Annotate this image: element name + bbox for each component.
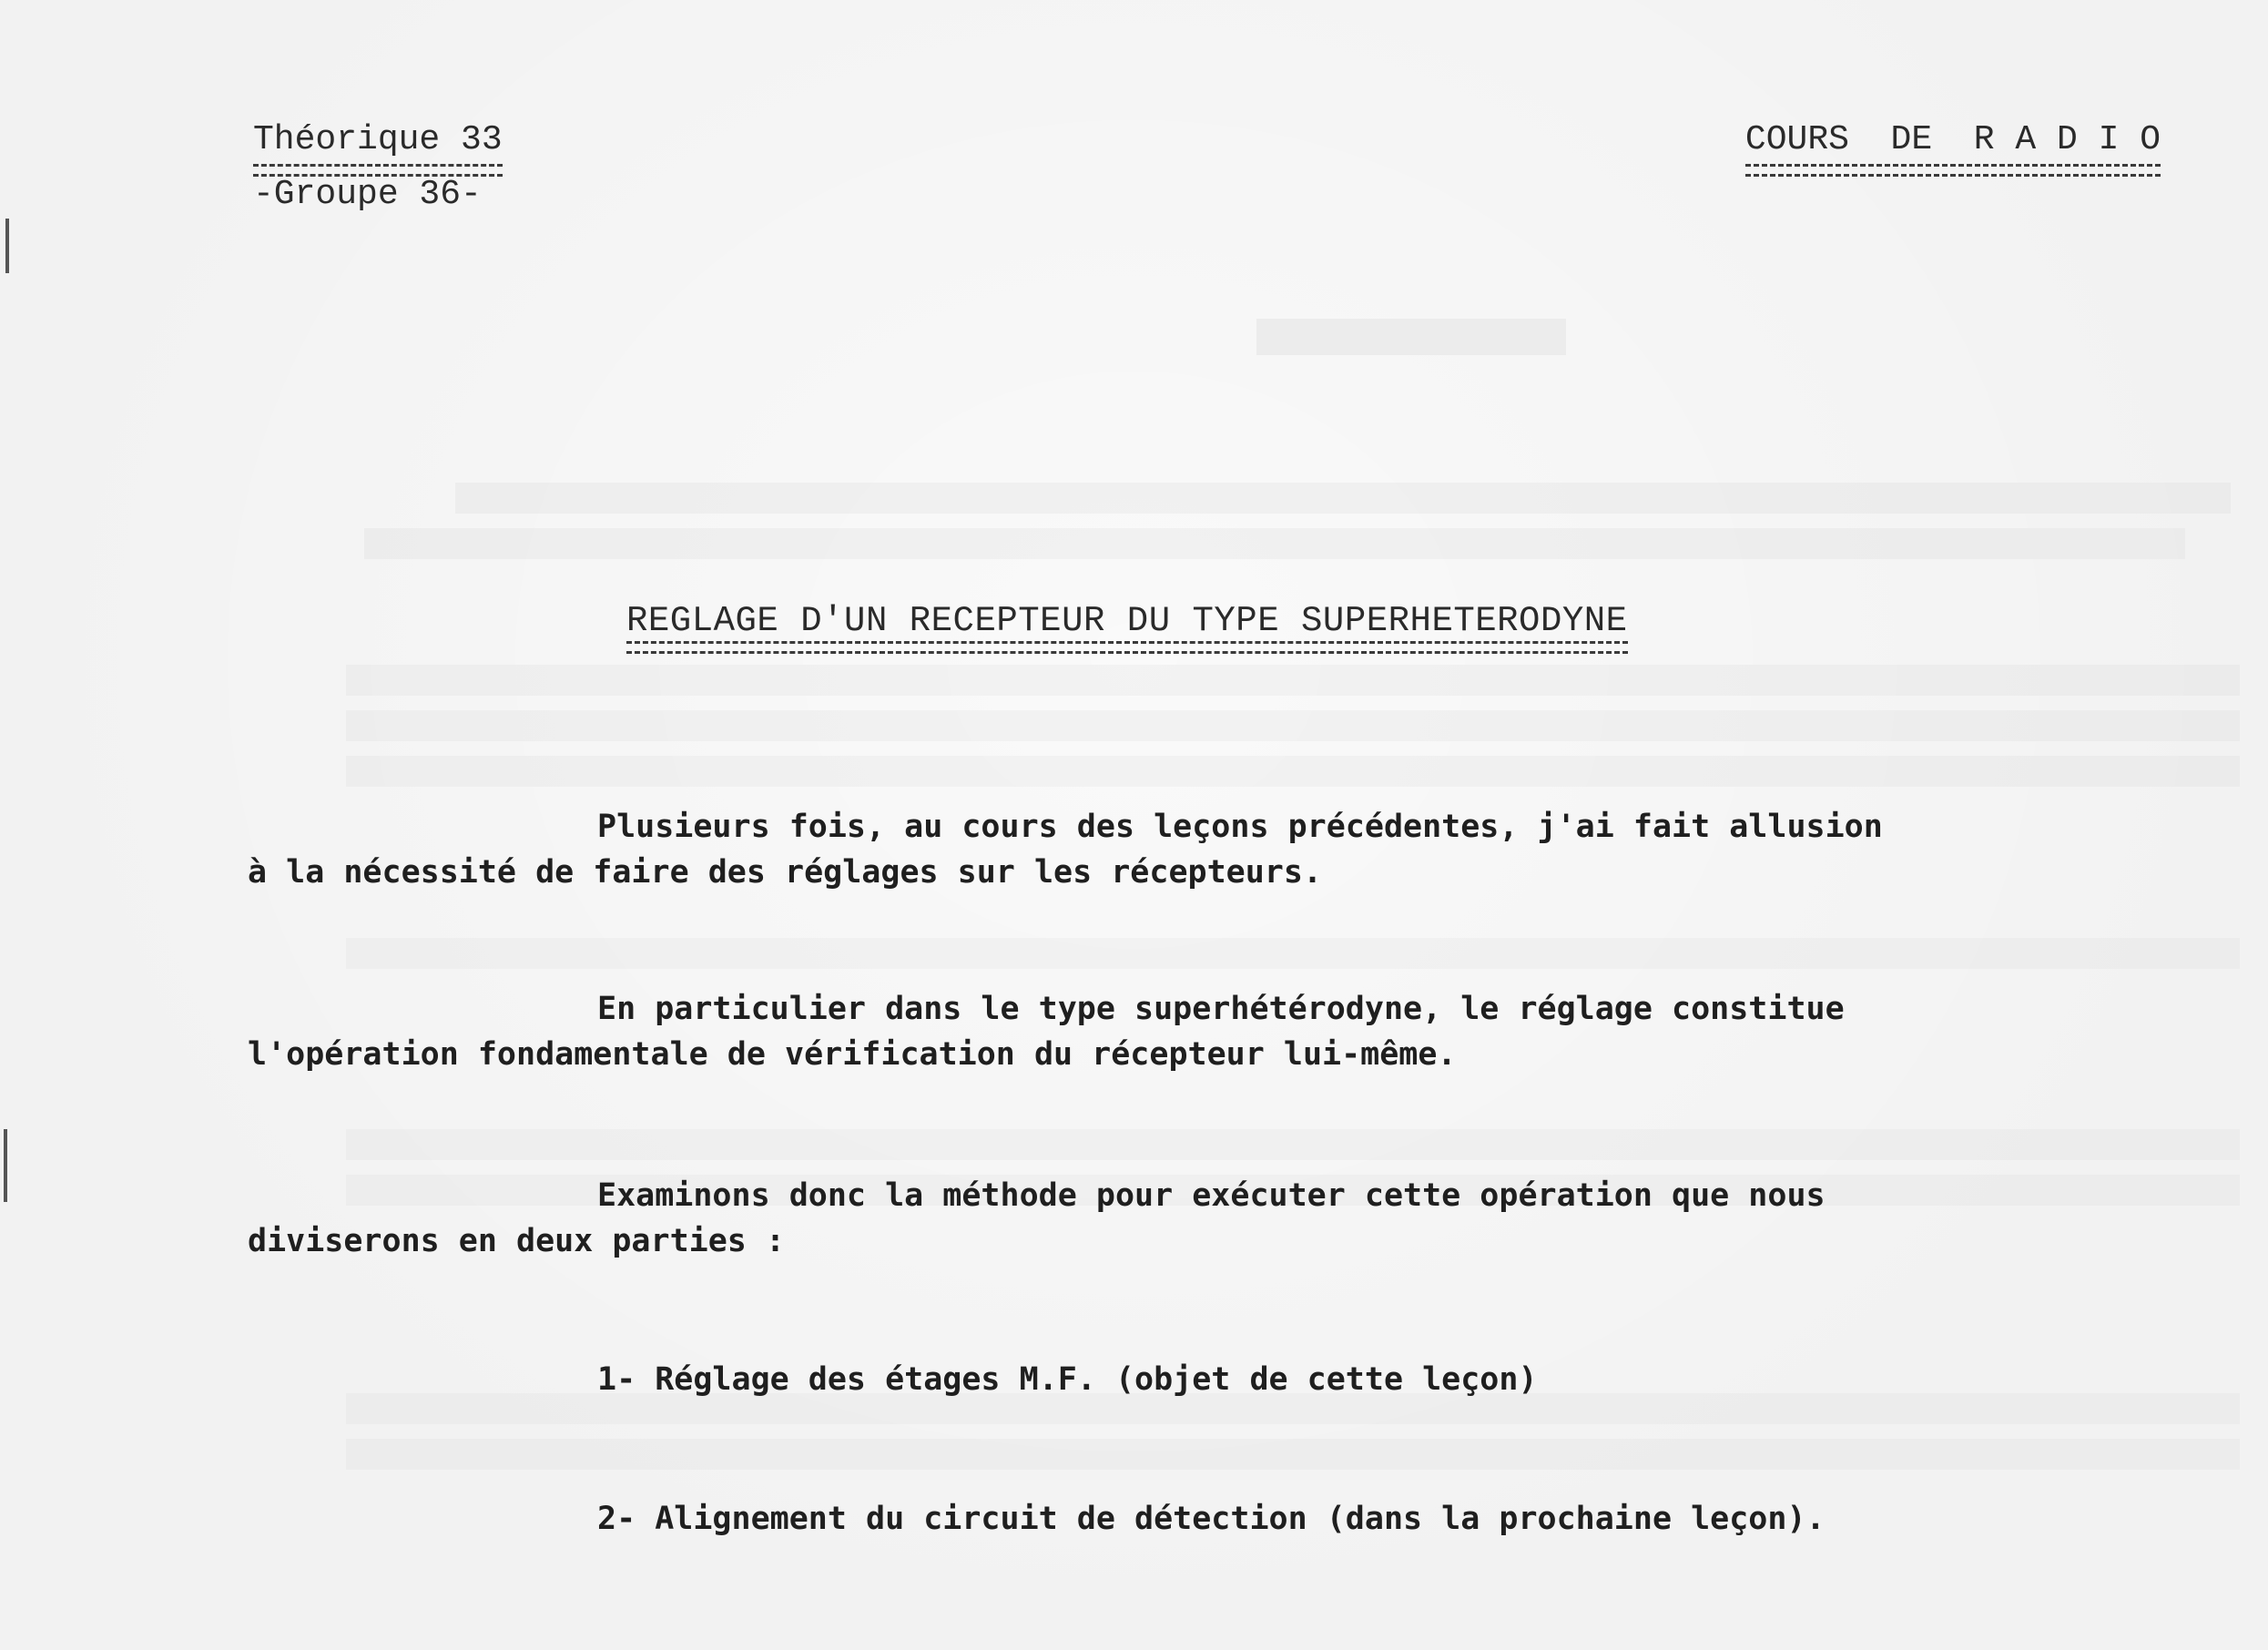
bleed-through-shadow (364, 528, 2185, 559)
course-theory-number: Théorique 33 (253, 117, 503, 168)
course-title: COURS DE R A D I O (1745, 117, 2161, 168)
header-right (1745, 117, 2161, 168)
list-item: 1- Réglage des étages M.F. (objet de cette leçon) (597, 1361, 1538, 1398)
bleed-through-shadow (1256, 319, 1566, 355)
paragraph-1-line-2: à la nécessité de faire des réglages sur les récepteurs. (248, 854, 1323, 891)
paragraph-3-line-1: Examinons donc la méthode pour exécuter cette opération que nous (597, 1177, 1826, 1214)
bleed-through-shadow (346, 665, 2240, 696)
paragraph-2-line-2: l'opération fondamentale de vérification du récepteur lui-même. (248, 1036, 1457, 1073)
lesson-title-text: REGLAGE D'UN RECEPTEUR DU TYPE SUPERHETERODYNE (626, 601, 1628, 645)
header-left (253, 117, 503, 219)
bleed-through-shadow (346, 938, 2240, 969)
paragraph-2-line-1: En particulier dans le type superhétérodyne, le réglage constitue (597, 991, 1845, 1027)
bleed-through-shadow (346, 1439, 2240, 1470)
bleed-through-shadow (346, 1129, 2240, 1160)
list-item: 2- Alignement du circuit de détection (dans la prochaine leçon). (597, 1501, 1826, 1537)
bleed-through-shadow (455, 483, 2231, 514)
scan-edge-mark (5, 219, 9, 273)
bleed-through-shadow (346, 710, 2240, 741)
bleed-through-shadow (346, 1393, 2240, 1424)
paragraph-3-line-2: diviserons en deux parties : (248, 1223, 786, 1259)
course-group-number: -Groupe 36- (253, 175, 482, 214)
paragraph-1-line-1: Plusieurs fois, au cours des leçons précédentes, j'ai fait allusion (597, 809, 1883, 845)
lesson-title (626, 601, 1628, 645)
bleed-through-shadow (346, 756, 2240, 787)
scan-edge-mark (4, 1129, 7, 1202)
